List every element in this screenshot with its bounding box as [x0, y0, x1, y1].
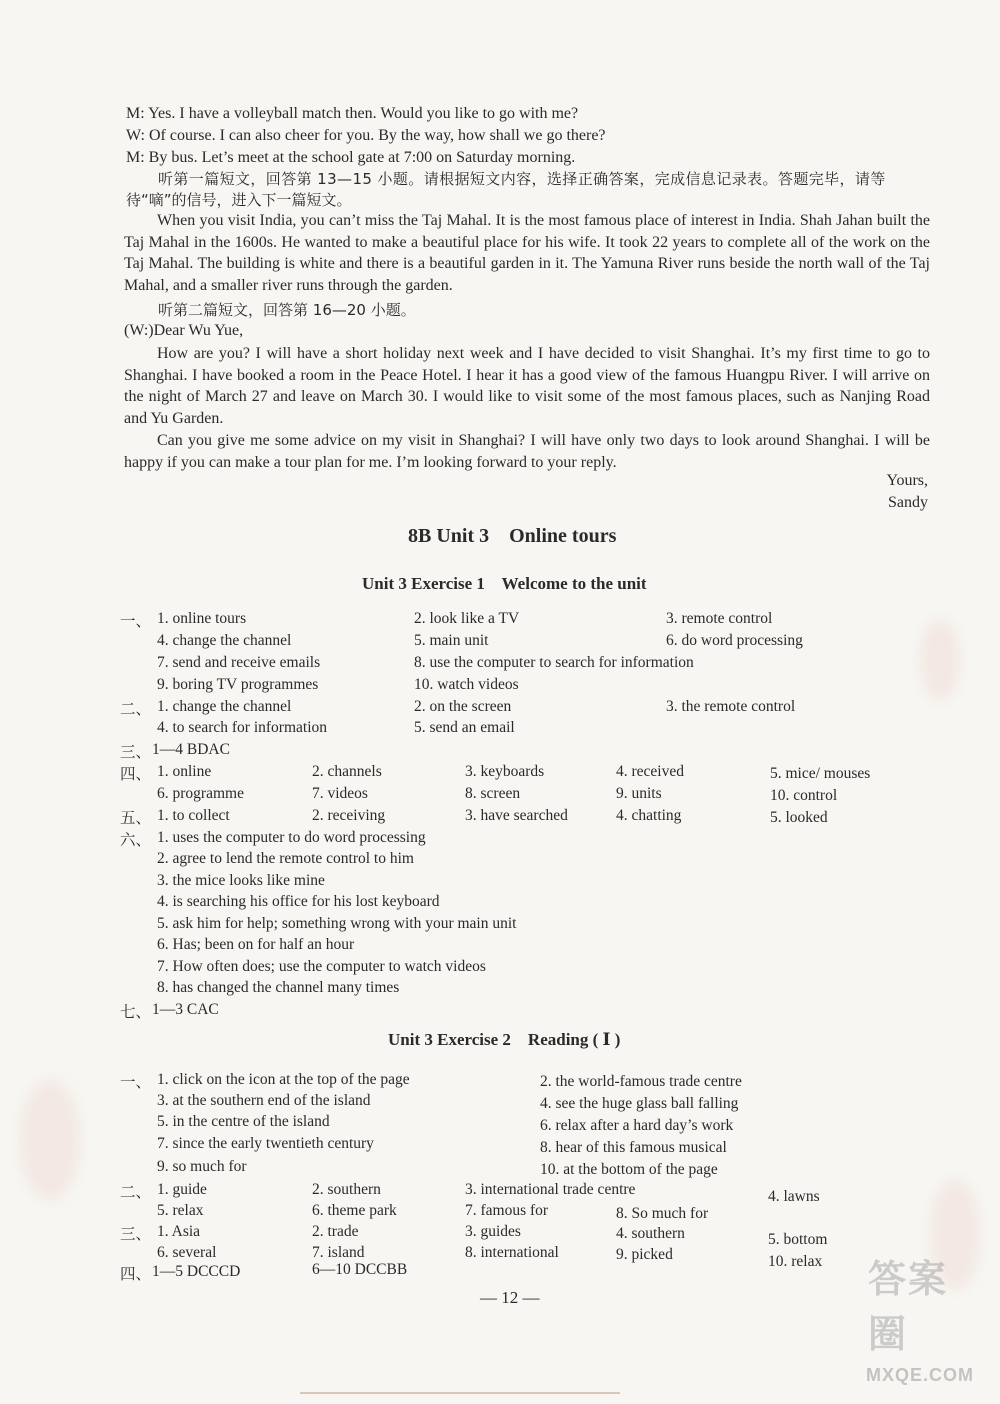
answer: 3. have searched: [465, 807, 568, 824]
answer: 8. So much for: [616, 1205, 709, 1222]
answer: 1. click on the icon at the top of the page: [157, 1071, 410, 1088]
letter-paragraph-2: Can you give me some advice on my visit in Shanghai? I will have only two days to look around Shanghai. I will be happy if you can make a tour plan for me. I’m looking forward to your reply.: [124, 432, 930, 471]
answer: 2. look like a TV: [414, 610, 520, 627]
answer: 6. programme: [157, 785, 244, 802]
answer: 5. send an email: [414, 719, 515, 736]
answer: 1—4 BDAC: [152, 741, 230, 758]
answer: 2. on the screen: [414, 698, 512, 715]
exercise-2-title: Unit 3 Exercise 2 Reading ( Ⅰ ): [388, 1030, 621, 1049]
answer: 1—3 CAC: [152, 1001, 219, 1018]
answer: 9. picked: [616, 1246, 673, 1263]
answer: 1. uses the computer to do word processing: [157, 829, 426, 846]
page-edge: [300, 1392, 620, 1394]
instruction-1-cont: 待“嘀”的信号，进入下一篇短文。: [126, 191, 352, 209]
answer: 2. receiving: [312, 807, 386, 824]
answer: 4. is searching his office for his lost keyboard: [157, 893, 440, 910]
answer: 8. has changed the channel many times: [157, 979, 400, 996]
answer: 4. chatting: [616, 807, 682, 824]
section-label: 二、: [120, 1184, 152, 1201]
answer: 10. watch videos: [414, 676, 519, 693]
answer: 8. screen: [465, 785, 521, 802]
answer: 3. remote control: [666, 610, 773, 627]
answer: 5. relax: [157, 1202, 204, 1219]
instruction-1: 听第一篇短文，回答第 13—15 小题。请根据短文内容，选择正确答案，完成信息记录表。答题完毕，请等: [158, 170, 886, 188]
answer: 1. Asia: [157, 1223, 201, 1240]
section-label: 五、: [120, 810, 152, 827]
answer: 1. online tours: [157, 610, 247, 627]
answer: 9. boring TV programmes: [157, 676, 319, 693]
paper-stain: [20, 1080, 80, 1200]
answer: 8. hear of this famous musical: [540, 1139, 727, 1156]
answer: 5. looked: [770, 809, 828, 826]
paper-stain: [920, 620, 960, 700]
answer: 3. keyboards: [465, 763, 545, 780]
section-label: 六、: [120, 832, 152, 849]
answer: 2. southern: [312, 1181, 381, 1198]
letter-paragraph-1: How are you? I will have a short holiday next week and I have decided to visit Shanghai. It’s my first time to go to Shanghai. I have booked a room in the Peace Hotel. I hear it has a good view of the famous Huangpu River. I will arrive on the night of March 27 and leave on March 30. I would like to visit some of the most famous places, such as Nanjing Road and Yu Garden.: [124, 345, 930, 427]
answer: 1. to collect: [157, 807, 230, 824]
answer: 8. international: [465, 1244, 559, 1261]
answer: 1. online: [157, 763, 212, 780]
answer: 6. do word processing: [666, 632, 803, 649]
dialogue-line: W: Of course. I can also cheer for you. By the way, how shall we go there?: [126, 127, 606, 144]
answer: 5. main unit: [414, 632, 489, 649]
section-label: 一、: [120, 613, 152, 630]
section-label: 三、: [120, 744, 152, 761]
watermark-logo: 答案圈: [868, 1257, 949, 1356]
page-number: — 12 —: [480, 1288, 540, 1307]
answer: 4. see the huge glass ball falling: [540, 1095, 739, 1112]
answer: 6—10 DCCBB: [312, 1261, 408, 1278]
answer: 10. control: [770, 787, 838, 804]
answer: 5. in the centre of the island: [157, 1113, 330, 1130]
answer: 6. several: [157, 1244, 217, 1261]
answer: 6. theme park: [312, 1202, 397, 1219]
answer: 7. island: [312, 1244, 365, 1261]
instruction-2: 听第二篇短文，回答第 16—20 小题。: [158, 301, 416, 319]
answer: 4. received: [616, 763, 684, 780]
answer: 9. so much for: [157, 1158, 247, 1175]
answer: 2. the world-famous trade centre: [540, 1073, 742, 1090]
section-label: 七、: [120, 1004, 152, 1021]
answer: 1. change the channel: [157, 698, 292, 715]
answer: 3. the remote control: [666, 698, 796, 715]
answer: 8. use the computer to search for information: [414, 654, 694, 671]
answer: 2. agree to lend the remote control to him: [157, 850, 414, 867]
answer: 2. trade: [312, 1223, 359, 1240]
dialogue-line: M: Yes. I have a volleyball match then. Would you like to go with me?: [126, 105, 579, 122]
section-label: 四、: [120, 766, 152, 783]
watermark: [865, 1257, 988, 1394]
answer: 7. videos: [312, 785, 368, 802]
answer: 10. relax: [768, 1253, 823, 1270]
answer: 2. channels: [312, 763, 382, 780]
section-label: 一、: [120, 1074, 152, 1091]
answer: 10. at the bottom of the page: [540, 1161, 718, 1178]
letter-closing: Yours,: [886, 472, 928, 489]
answer: 4. lawns: [768, 1188, 820, 1205]
answer: 9. units: [616, 785, 662, 802]
answer: 4. southern: [616, 1225, 685, 1242]
exercise-1-title: Unit 3 Exercise 1 Welcome to the unit: [362, 574, 647, 593]
letter-greeting: (W:)Dear Wu Yue,: [124, 322, 244, 339]
answer: 6. relax after a hard day’s work: [540, 1117, 734, 1134]
letter-signature: Sandy: [888, 494, 928, 511]
answer: 5. bottom: [768, 1231, 828, 1248]
answer: 6. Has; been on for half an hour: [157, 936, 355, 953]
answer: 1—5 DCCCD: [152, 1263, 241, 1280]
section-label: 四、: [120, 1266, 152, 1283]
answer: 7. How often does; use the computer to watch videos: [157, 958, 486, 975]
answer: 3. the mice looks like mine: [157, 872, 325, 889]
answer: 3. international trade centre: [465, 1181, 636, 1198]
answer: 7. since the early twentieth century: [157, 1135, 374, 1152]
unit-title: 8B Unit 3 Online tours: [408, 525, 617, 547]
section-label: 三、: [120, 1226, 152, 1243]
answer: 7. famous for: [465, 1202, 549, 1219]
answer: 5. mice/ mouses: [770, 765, 871, 782]
section-label: 二、: [120, 701, 152, 718]
answer: 4. change the channel: [157, 632, 292, 649]
answer: 5. ask him for help; something wrong with your main unit: [157, 915, 517, 932]
dialogue-line: M: By bus. Let’s meet at the school gate at 7:00 on Saturday morning.: [126, 149, 576, 166]
answer: 1. guide: [157, 1181, 207, 1198]
watermark-site: MXQE.COM: [865, 1365, 974, 1385]
answer: 7. send and receive emails: [157, 654, 321, 671]
answer: 4. to search for information: [157, 719, 328, 736]
answer: 3. at the southern end of the island: [157, 1092, 371, 1109]
passage-taj-mahal: When you visit India, you can’t miss the Taj Mahal. It is the most famous place of interest in India. Shah Jahan built the Taj Mahal in the 1600s. He wanted to make a beautiful place for his wife. It took 22 years to complete all of the work on the Taj Mahal. The building is white and there is a beautiful garden in it. The Yamuna River runs beside the north wall of the Taj Mahal, and a smaller river runs through the garden.: [124, 212, 930, 294]
answer: 3. guides: [465, 1223, 521, 1240]
